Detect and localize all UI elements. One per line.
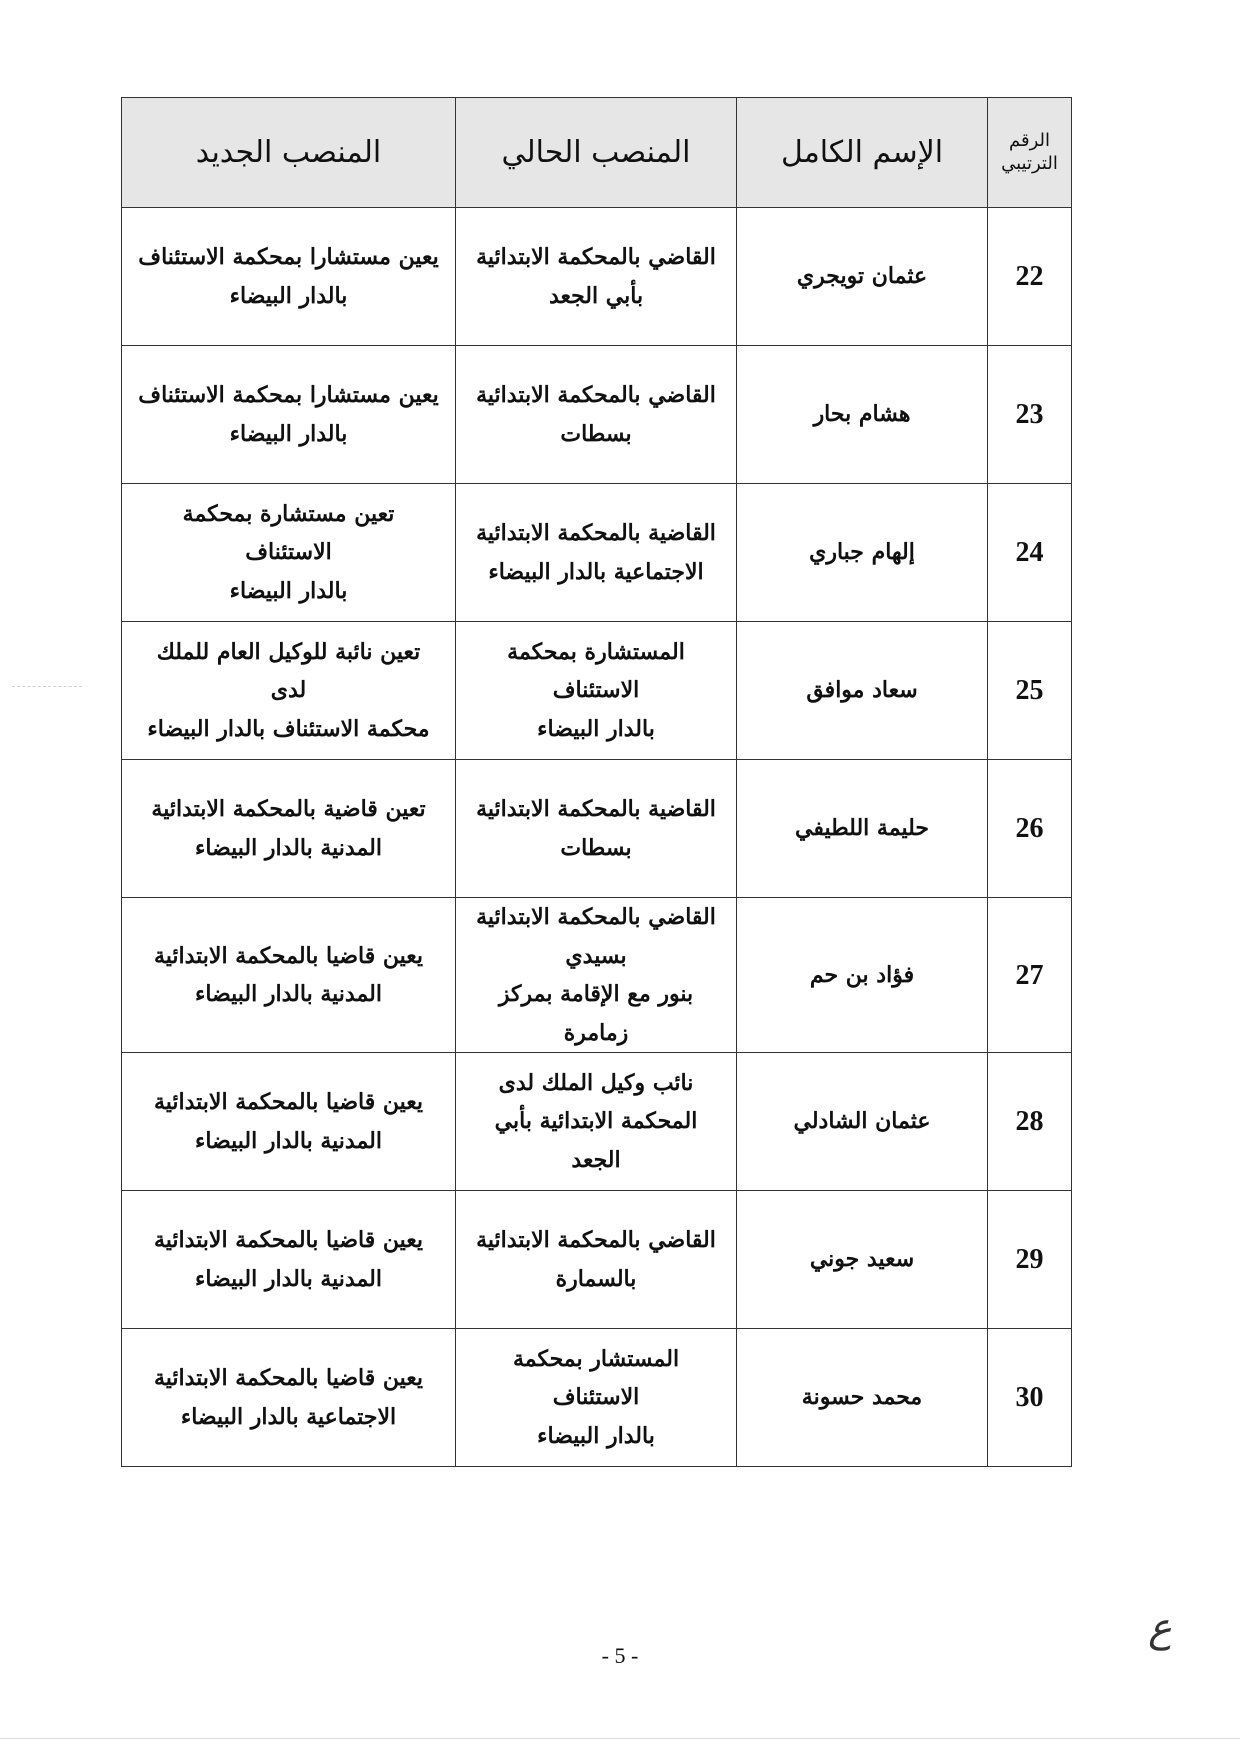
row-number: 26 [988, 760, 1072, 898]
current-position-cell [456, 346, 737, 484]
new-position-line: تعين قاضية بالمحكمة الابتدائية [151, 796, 426, 822]
current-position-line: بسطات [560, 420, 632, 447]
full-name-cell: سعيد جوني [737, 1191, 988, 1329]
column-header-number-line1: الرقم [1008, 130, 1050, 151]
full-name-cell: إلهام جباري [737, 484, 988, 622]
full-name-cell: عثمان الشادلي [737, 1053, 988, 1191]
table-row [122, 622, 1072, 760]
page-bottom-edge [0, 1738, 1240, 1739]
new-position-cell [122, 760, 456, 898]
current-position-line: القاضي بالمحكمة الابتدائية [476, 244, 716, 270]
row-number: 23 [988, 346, 1072, 484]
new-position-line: يعين مستشارا بمحكمة الاستئناف [138, 382, 439, 408]
current-position-line: بنور مع الإقامة بمركز زمامرة [498, 981, 694, 1046]
new-position-cell [122, 1191, 456, 1329]
new-position-line: يعين قاضيا بالمحكمة الابتدائية [153, 942, 424, 969]
current-position-line: القاضي بالمحكمة الابتدائية بسيدي [476, 904, 716, 969]
current-position-line: بالسمارة [555, 1265, 637, 1292]
new-position-cell [122, 208, 456, 346]
current-position-cell [456, 1053, 737, 1191]
current-position-line: بأبي الجعد [548, 282, 644, 309]
new-position-cell [122, 1329, 456, 1467]
row-number: 25 [988, 622, 1072, 760]
current-position-line: الاجتماعية بالدار البيضاء [488, 558, 704, 585]
new-position-cell [122, 346, 456, 484]
full-name-cell: هشام بحار [737, 346, 988, 484]
new-position-line: محكمة الاستئناف بالدار البيضاء [147, 715, 430, 742]
new-position-line: الاجتماعية بالدار البيضاء [180, 1403, 397, 1430]
current-position-line: القاضي بالمحكمة الابتدائية [476, 382, 716, 408]
table-row [122, 1329, 1072, 1467]
table-row [122, 208, 1072, 346]
current-position-line: المستشار بمحكمة الاستئناف [512, 1345, 680, 1411]
new-position-line: بالدار البيضاء [229, 577, 348, 604]
full-name-cell: عثمان تويجري [737, 208, 988, 346]
table-row [122, 484, 1072, 622]
table-row [122, 898, 1072, 1053]
row-number: 22 [988, 208, 1072, 346]
new-position-line: المدنية بالدار البيضاء [195, 834, 382, 861]
current-position-line: القاضية بالمحكمة الابتدائية [476, 796, 716, 822]
row-number: 27 [988, 898, 1072, 1053]
new-position-line: بالدار البيضاء [229, 420, 348, 447]
current-position-cell [456, 622, 737, 760]
new-position-line: يعين مستشارا بمحكمة الاستئناف [138, 244, 439, 270]
full-name-cell: سعاد موافق [737, 622, 988, 760]
current-position-line: بالدار البيضاء [537, 1422, 655, 1449]
column-header-number-line2: الترتيبي [1001, 152, 1058, 174]
new-position-cell [122, 1053, 456, 1191]
new-position-line: يعين قاضيا بالمحكمة الابتدائية [153, 1089, 424, 1115]
new-position-line: تعين نائبة للوكيل العام للملك لدى [156, 638, 421, 704]
appointments-table [121, 97, 1072, 1467]
row-number: 24 [988, 484, 1072, 622]
full-name-cell: فؤاد بن حم [737, 898, 988, 1053]
table-row [122, 1053, 1072, 1191]
table-header-row [122, 98, 1072, 208]
page-number: - 5 - [601, 1643, 639, 1668]
table-row [122, 760, 1072, 898]
current-position-line: بالدار البيضاء [537, 715, 655, 742]
scan-artifact-mark [12, 686, 82, 688]
current-position-line: المحكمة الابتدائية بأبي الجعد [494, 1108, 698, 1173]
new-position-line: تعين مستشارة بمحكمة الاستئناف [182, 500, 395, 566]
new-position-cell [122, 898, 456, 1053]
current-position-line: القاضية بالمحكمة الابتدائية [476, 520, 716, 546]
current-position-line: المستشارة بمحكمة الاستئناف [507, 638, 685, 704]
new-position-cell [122, 622, 456, 760]
current-position-line: نائب وكيل الملك لدى [498, 1069, 694, 1096]
full-name-cell: حليمة اللطيفي [737, 760, 988, 898]
current-position-cell [456, 208, 737, 346]
handwritten-initials: ع [1148, 1605, 1172, 1651]
current-position-cell [456, 1191, 737, 1329]
current-position-cell [456, 760, 737, 898]
new-position-line: يعين قاضيا بالمحكمة الابتدائية [153, 1227, 424, 1253]
new-position-line: المدنية بالدار البيضاء [195, 1127, 382, 1154]
table-row [122, 346, 1072, 484]
table-row [122, 1191, 1072, 1329]
column-header-current-position: المنصب الحالي [456, 98, 737, 208]
table-header [122, 98, 1072, 208]
current-position-line: بسطات [560, 834, 632, 861]
current-position-cell [456, 484, 737, 622]
current-position-cell [456, 898, 737, 1053]
full-name-cell: محمد حسونة [737, 1329, 988, 1467]
row-number: 29 [988, 1191, 1072, 1329]
current-position-cell [456, 1329, 737, 1467]
new-position-line: المدنية بالدار البيضاء [195, 1265, 382, 1292]
column-header-new-position: المنصب الجديد [122, 98, 456, 208]
table-body [122, 208, 1072, 1467]
new-position-cell [122, 484, 456, 622]
new-position-line: المدنية بالدار البيضاء [195, 981, 382, 1007]
column-header-number [988, 98, 1072, 208]
new-position-line: بالدار البيضاء [229, 282, 348, 309]
current-position-line: القاضي بالمحكمة الابتدائية [476, 1227, 716, 1253]
row-number: 30 [988, 1329, 1072, 1467]
row-number: 28 [988, 1053, 1072, 1191]
column-header-full-name: الإسم الكامل [737, 98, 988, 208]
new-position-line: يعين قاضيا بالمحكمة الابتدائية [153, 1365, 424, 1391]
